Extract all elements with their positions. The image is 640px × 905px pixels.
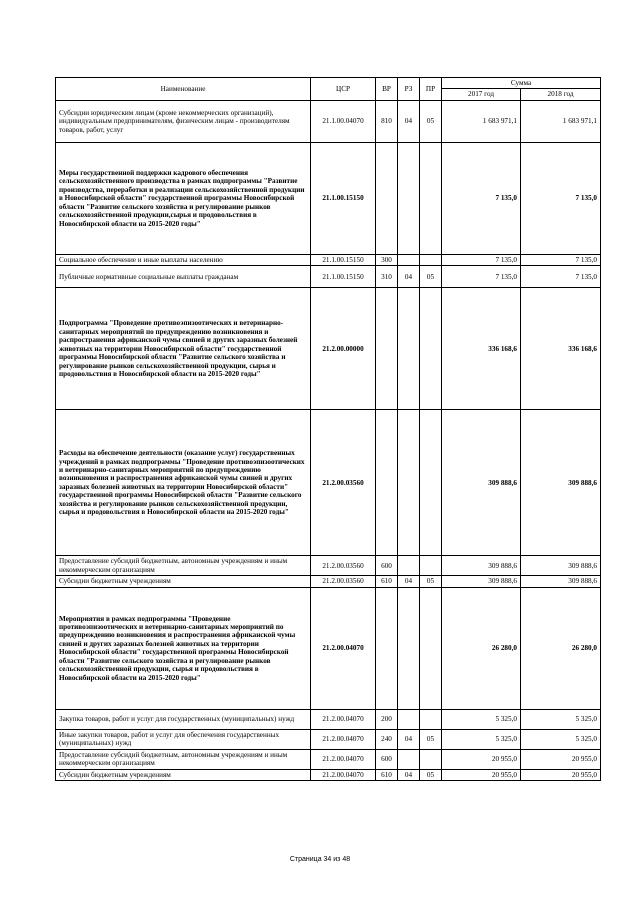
cell-s2018: 7 135,0 [521, 254, 601, 265]
cell-pr: 05 [420, 729, 442, 749]
cell-name: Меры государственной поддержки кадрового обеспечения сельскохозяйственного производства в рамках подпрограммы "Развитие производства, переработки и реализации сельскохозяйственной продукции в Новосибирской области" государственной программы Новосибирской области "Развитие сельского хозяйства и регулирование рынков сельскохозяйственной продукции,сырья и продовольствия в Новосибирской области на 2015-2020 годы" [56, 142, 311, 254]
cell-name: Субсидии бюджетным учреждениям [56, 576, 311, 587]
cell-s2017: 7 135,0 [442, 142, 521, 254]
cell-csr: 21.1.00.15150 [311, 142, 376, 254]
cell-csr: 21.2.00.03560 [311, 576, 376, 587]
cell-vr: 240 [376, 729, 398, 749]
cell-s2017: 5 325,0 [442, 729, 521, 749]
cell-vr: 300 [376, 254, 398, 265]
cell-s2018: 5 325,0 [521, 729, 601, 749]
table-row [56, 729, 601, 749]
header-pr: ПР [420, 78, 442, 101]
table-row [56, 288, 601, 410]
cell-s2017: 7 135,0 [442, 266, 521, 288]
cell-pr [420, 410, 442, 556]
table-row [56, 142, 601, 254]
cell-rz: 04 [398, 576, 420, 587]
cell-csr: 21.2.00.03560 [311, 410, 376, 556]
cell-csr: 21.2.00.04070 [311, 769, 376, 780]
table-row [56, 749, 601, 769]
cell-name: Мероприятия в рамках подпрограммы "Проведение противоэпизоотических и ветеринарно-санитарных мероприятий по предупреждению возникновения и распространения африканской чумы свиней и других заразных болезней животных на территории Новосибирской области" государственной программы Новосибирской области "Развитие сельского хозяйства и регулирование рынков сельскохозяйственной продукции, сырья и продовольствия в Новосибирской области на 2015-2020 годы" [56, 587, 311, 709]
cell-pr: 05 [420, 266, 442, 288]
cell-csr: 21.2.00.04070 [311, 709, 376, 729]
header-year-2018: 2018 год [521, 89, 601, 100]
table-row [56, 576, 601, 587]
header-csr: ЦСР [311, 78, 376, 101]
cell-vr: 310 [376, 266, 398, 288]
cell-rz [398, 254, 420, 265]
cell-s2017: 26 280,0 [442, 587, 521, 709]
cell-name: Субсидии бюджетным учреждениям [56, 769, 311, 780]
cell-rz [398, 142, 420, 254]
header-name: Наименование [56, 78, 311, 101]
table-row [56, 266, 601, 288]
cell-s2018: 309 888,6 [521, 576, 601, 587]
cell-rz [398, 709, 420, 729]
cell-csr: 21.1.00.04070 [311, 100, 376, 142]
header-row-top [56, 78, 601, 89]
cell-s2017: 309 888,6 [442, 576, 521, 587]
cell-vr: 200 [376, 709, 398, 729]
cell-rz: 04 [398, 729, 420, 749]
cell-s2017: 309 888,6 [442, 556, 521, 576]
cell-pr [420, 709, 442, 729]
cell-name: Закупка товаров, работ и услуг для государственных (муниципальных) нужд [56, 709, 311, 729]
table-row [56, 410, 601, 556]
cell-s2017: 5 325,0 [442, 709, 521, 729]
cell-csr: 21.2.00.04070 [311, 729, 376, 749]
cell-vr [376, 410, 398, 556]
cell-s2018: 7 135,0 [521, 142, 601, 254]
header-vr: ВР [376, 78, 398, 101]
cell-vr: 810 [376, 100, 398, 142]
cell-vr [376, 142, 398, 254]
cell-vr [376, 288, 398, 410]
cell-s2017: 336 168,6 [442, 288, 521, 410]
cell-name: Предоставление субсидий бюджетным, автономным учреждениям и иным некоммерческим организациям [56, 556, 311, 576]
cell-vr: 610 [376, 769, 398, 780]
cell-rz: 04 [398, 769, 420, 780]
cell-vr: 610 [376, 576, 398, 587]
cell-rz [398, 288, 420, 410]
header-sum: Сумма [442, 78, 601, 89]
cell-pr: 05 [420, 769, 442, 780]
cell-pr: 05 [420, 100, 442, 142]
cell-rz [398, 556, 420, 576]
cell-rz [398, 410, 420, 556]
cell-s2017: 1 683 971,1 [442, 100, 521, 142]
cell-vr: 600 [376, 749, 398, 769]
table-row [56, 769, 601, 780]
header-rz: РЗ [398, 78, 420, 101]
cell-name: Социальное обеспечение и иные выплаты населению [56, 254, 311, 265]
cell-s2017: 20 955,0 [442, 769, 521, 780]
cell-pr [420, 587, 442, 709]
cell-name: Субсидии юридическим лицам (кроме некоммерческих организаций), индивидуальным предпринимателям, физическим лицам - производителям товаров, работ, услуг [56, 100, 311, 142]
table-row [56, 254, 601, 265]
cell-name: Подпрограмма "Проведение противоэпизоотических и ветеринарно-санитарных мероприятий по предупреждению возникновения и распространения африканской чумы свиней и других заразных болезней животных на территории Новосибирской области" государственной программы Новосибирской области "Развитие сельского хозяйства и регулирование рынков сельскохозяйственной продукции, сырья и продовольствия в Новосибирской области на 2015-2020 годы" [56, 288, 311, 410]
cell-vr [376, 587, 398, 709]
table-row [56, 556, 601, 576]
table-row [56, 587, 601, 709]
cell-s2018: 309 888,6 [521, 410, 601, 556]
cell-pr [420, 254, 442, 265]
cell-csr: 21.1.00.15150 [311, 254, 376, 265]
cell-s2018: 20 955,0 [521, 749, 601, 769]
cell-csr: 21.2.00.03560 [311, 556, 376, 576]
cell-vr: 600 [376, 556, 398, 576]
cell-s2018: 309 888,6 [521, 556, 601, 576]
cell-rz [398, 749, 420, 769]
budget-table [55, 77, 601, 781]
cell-s2018: 1 683 971,1 [521, 100, 601, 142]
cell-name: Публичные нормативные социальные выплаты гражданам [56, 266, 311, 288]
cell-pr [420, 749, 442, 769]
cell-pr [420, 556, 442, 576]
cell-csr: 21.2.00.00000 [311, 288, 376, 410]
cell-pr [420, 288, 442, 410]
cell-pr: 05 [420, 576, 442, 587]
cell-s2017: 7 135,0 [442, 254, 521, 265]
cell-s2017: 20 955,0 [442, 749, 521, 769]
cell-s2018: 7 135,0 [521, 266, 601, 288]
cell-s2017: 309 888,6 [442, 410, 521, 556]
cell-csr: 21.2.00.04070 [311, 749, 376, 769]
cell-csr: 21.1.00.15150 [311, 266, 376, 288]
header-year-2017: 2017 год [442, 89, 521, 100]
cell-s2018: 5 325,0 [521, 709, 601, 729]
cell-name: Иные закупки товаров, работ и услуг для обеспечения государственных (муниципальных) нужд [56, 729, 311, 749]
cell-rz: 04 [398, 266, 420, 288]
table-row [56, 100, 601, 142]
cell-csr: 21.2.00.04070 [311, 587, 376, 709]
cell-s2018: 336 168,6 [521, 288, 601, 410]
cell-pr [420, 142, 442, 254]
cell-name: Расходы на обеспечение деятельности (оказание услуг) государственных учреждений в рамках подпрограммы "Проведение противоэпизоотических и ветеринарно-санитарных мероприятий по предупреждению возникновения и распространения африканской чумы свиней и других заразных болезней животных на территории Новосибирской области" государственной программы Новосибирской области "Развитие сельского хозяйства и регулирование рынков сельскохозяйственной продукции, сырья и продовольствия в Новосибирской области на 2015-2020 годы" [56, 410, 311, 556]
cell-name: Предоставление субсидий бюджетным, автономным учреждениям и иным некоммерческим организациям [56, 749, 311, 769]
cell-rz: 04 [398, 100, 420, 142]
table-row [56, 709, 601, 729]
cell-s2018: 26 280,0 [521, 587, 601, 709]
cell-s2018: 20 955,0 [521, 769, 601, 780]
table-body [56, 100, 601, 780]
page-number: Страница 34 из 48 [289, 856, 351, 863]
cell-rz [398, 587, 420, 709]
